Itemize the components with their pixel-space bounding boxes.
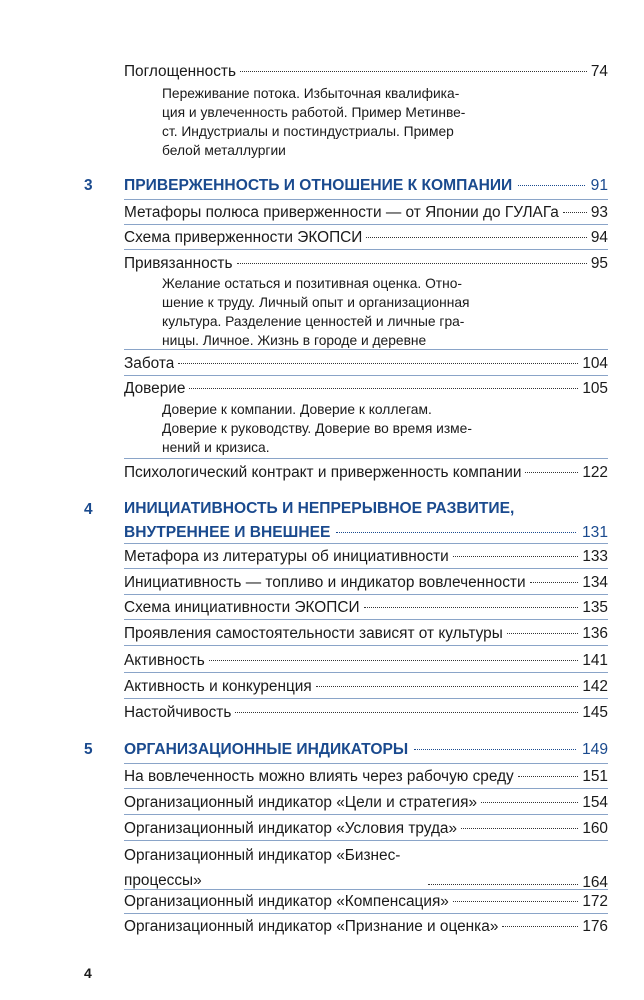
toc-entry-page: 164 bbox=[582, 874, 608, 891]
toc-entry-page: 95 bbox=[590, 255, 608, 272]
toc-entry[interactable] bbox=[124, 573, 608, 593]
dot-leader bbox=[530, 582, 579, 583]
toc-entry-description bbox=[162, 274, 542, 350]
toc-entry[interactable] bbox=[124, 767, 608, 787]
dot-leader bbox=[481, 802, 578, 803]
toc-entry-title: Организационный индикатор «Цели и стратегия» bbox=[124, 794, 478, 811]
dot-leader bbox=[453, 901, 578, 902]
toc-entry-page: 135 bbox=[582, 599, 608, 616]
toc-entry[interactable] bbox=[124, 843, 608, 893]
dot-leader bbox=[414, 749, 576, 750]
toc-entry-title: Метафоры полюса приверженности — от Японии до ГУЛАГа bbox=[124, 204, 559, 221]
dot-leader bbox=[189, 388, 578, 389]
divider bbox=[124, 763, 608, 764]
divider bbox=[124, 889, 608, 890]
toc-entry[interactable] bbox=[124, 793, 608, 813]
divider bbox=[124, 199, 608, 200]
dot-leader bbox=[366, 237, 587, 238]
description-line: ция и увлеченность работой. Пример Метинве- bbox=[162, 105, 466, 120]
dot-leader bbox=[364, 607, 579, 608]
toc-entry-title: Психологический контракт и приверженность компании bbox=[124, 464, 522, 481]
description-line: культура. Разделение ценностей и личные гра- bbox=[162, 314, 465, 329]
toc-entry-page: 160 bbox=[582, 820, 608, 837]
toc-entry[interactable] bbox=[124, 463, 608, 483]
toc-entry[interactable] bbox=[124, 651, 608, 671]
toc-entry-title: Активность bbox=[124, 652, 205, 669]
toc-entry-page: 154 bbox=[582, 794, 608, 811]
description-line: шение к труду. Личный опыт и организационная bbox=[162, 295, 470, 310]
description-line: Доверие к руководству. Доверие во время изме- bbox=[162, 421, 472, 436]
chapter-title: ПРИВЕРЖЕННОСТЬ И ОТНОШЕНИЕ К КОМПАНИИ bbox=[124, 177, 513, 194]
dot-leader bbox=[502, 926, 578, 927]
dot-leader bbox=[178, 363, 578, 364]
toc-entry-title: Организационный индикатор «Условия труда» bbox=[124, 820, 458, 837]
toc-entry-page: 176 bbox=[582, 918, 608, 935]
toc-entry[interactable] bbox=[124, 703, 608, 723]
divider bbox=[124, 645, 608, 646]
chapter-number: 5 bbox=[84, 741, 93, 758]
dot-leader bbox=[240, 71, 587, 72]
description-line: Желание остаться и позитивная оценка. Отно- bbox=[162, 276, 463, 291]
toc-entry[interactable] bbox=[124, 598, 608, 618]
toc-entry-page: 93 bbox=[590, 204, 608, 221]
chapter-page: 91 bbox=[590, 177, 608, 194]
toc-entry-title: Схема инициативности ЭКОПСИ bbox=[124, 599, 360, 616]
divider bbox=[124, 913, 608, 914]
toc-entry-title: Схема приверженности ЭКОПСИ bbox=[124, 229, 363, 246]
toc-entry-title: Активность и конкуренция bbox=[124, 678, 312, 695]
toc-entry-title: Организационный индикатор «Признание и оценка» bbox=[124, 918, 499, 935]
toc-entry[interactable] bbox=[124, 677, 608, 697]
chapter-number: 4 bbox=[84, 501, 93, 518]
toc-entry-page: 122 bbox=[582, 464, 608, 481]
description-line: нений и кризиса. bbox=[162, 440, 270, 455]
divider bbox=[124, 375, 608, 376]
toc-entry-page: 105 bbox=[582, 380, 608, 397]
dot-leader bbox=[428, 884, 578, 885]
dot-leader bbox=[237, 263, 587, 264]
dot-leader bbox=[525, 472, 578, 473]
toc-entry-title: Организационный индикатор «Компенсация» bbox=[124, 893, 449, 910]
toc-entry[interactable] bbox=[124, 917, 608, 937]
divider bbox=[124, 814, 608, 815]
divider bbox=[124, 840, 608, 841]
toc-entry-description bbox=[162, 400, 542, 457]
toc-entry[interactable] bbox=[124, 624, 608, 644]
divider bbox=[124, 349, 608, 350]
dot-leader bbox=[316, 686, 579, 687]
description-line: Переживание потока. Избыточная квалифика- bbox=[162, 86, 460, 101]
divider bbox=[124, 568, 608, 569]
toc-entry-description bbox=[162, 84, 542, 160]
toc-entry-page: 145 bbox=[582, 704, 608, 721]
chapter-page: 131 bbox=[581, 524, 608, 541]
toc-entry[interactable] bbox=[124, 892, 608, 912]
toc-entry[interactable] bbox=[124, 547, 608, 567]
toc-entry-title: Забота bbox=[124, 355, 175, 372]
dot-leader bbox=[453, 556, 579, 557]
dot-leader bbox=[235, 712, 578, 713]
dot-leader bbox=[461, 828, 578, 829]
toc-entry-title: Метафора из литературы об инициативности bbox=[124, 548, 449, 565]
toc-entry[interactable] bbox=[124, 62, 608, 82]
toc-entry-title: На вовлеченность можно влиять через рабочую среду bbox=[124, 768, 514, 785]
divider bbox=[124, 249, 608, 250]
divider bbox=[124, 594, 608, 595]
page-number: 4 bbox=[84, 965, 92, 981]
chapter-heading[interactable] bbox=[124, 738, 608, 762]
toc-entry-page: 134 bbox=[582, 574, 608, 591]
toc-entry-title: Организационный индикатор «Бизнес-процессы» bbox=[124, 847, 401, 889]
toc-entry-page: 151 bbox=[582, 768, 608, 785]
toc-entry-page: 133 bbox=[582, 548, 608, 565]
toc-entry-page: 142 bbox=[582, 678, 608, 695]
description-line: ст. Индустриалы и постиндустриалы. Пример bbox=[162, 124, 454, 139]
toc-entry-title: Проявления самостоятельности зависят от культуры bbox=[124, 625, 503, 642]
divider bbox=[124, 458, 608, 459]
divider bbox=[124, 543, 608, 544]
toc-entry[interactable] bbox=[124, 228, 608, 248]
toc-entry[interactable] bbox=[124, 379, 608, 399]
dot-leader bbox=[563, 212, 587, 213]
toc-entry[interactable] bbox=[124, 819, 608, 839]
toc-entry[interactable] bbox=[124, 254, 608, 274]
dot-leader bbox=[336, 532, 576, 533]
toc-entry-title: Инициативность — топливо и индикатор вовлеченности bbox=[124, 574, 526, 591]
chapter-heading[interactable] bbox=[124, 497, 608, 545]
description-line: белой металлургии bbox=[162, 143, 286, 158]
divider bbox=[124, 788, 608, 789]
divider bbox=[124, 698, 608, 699]
toc-entry[interactable] bbox=[124, 354, 608, 374]
description-line: Доверие к компании. Доверие к коллегам. bbox=[162, 402, 432, 417]
dot-leader bbox=[507, 633, 579, 634]
toc-entry-page: 74 bbox=[590, 63, 608, 80]
toc-entry[interactable] bbox=[124, 203, 608, 223]
toc-entry-page: 94 bbox=[590, 229, 608, 246]
toc-entry-title: Привязанность bbox=[124, 255, 233, 272]
toc-entry-page: 141 bbox=[582, 652, 608, 669]
chapter-title-line1: ИНИЦИАТИВНОСТЬ И НЕПРЕРЫВНОЕ РАЗВИТИЕ, bbox=[124, 500, 515, 517]
toc-entry-page: 172 bbox=[582, 893, 608, 910]
chapter-page: 149 bbox=[581, 741, 608, 758]
chapter-heading[interactable] bbox=[124, 174, 608, 198]
description-line: ницы. Личное. Жизнь в городе и деревне bbox=[162, 333, 427, 348]
dot-leader bbox=[518, 776, 579, 777]
toc-entry-page: 104 bbox=[582, 355, 608, 372]
toc-entry-title: Настойчивость bbox=[124, 704, 232, 721]
dot-leader bbox=[518, 185, 584, 186]
toc-entry-title: Доверие bbox=[124, 380, 186, 397]
toc-entry-title: Поглощенность bbox=[124, 63, 236, 80]
toc-entry-page: 136 bbox=[582, 625, 608, 642]
chapter-title: ОРГАНИЗАЦИОННЫЕ ИНДИКАТОРЫ bbox=[124, 741, 409, 758]
divider bbox=[124, 224, 608, 225]
divider bbox=[124, 672, 608, 673]
chapter-number: 3 bbox=[84, 177, 93, 194]
dot-leader bbox=[209, 660, 578, 661]
chapter-title-line2: ВНУТРЕННЕЕ И ВНЕШНЕЕ bbox=[124, 524, 331, 541]
divider bbox=[124, 619, 608, 620]
